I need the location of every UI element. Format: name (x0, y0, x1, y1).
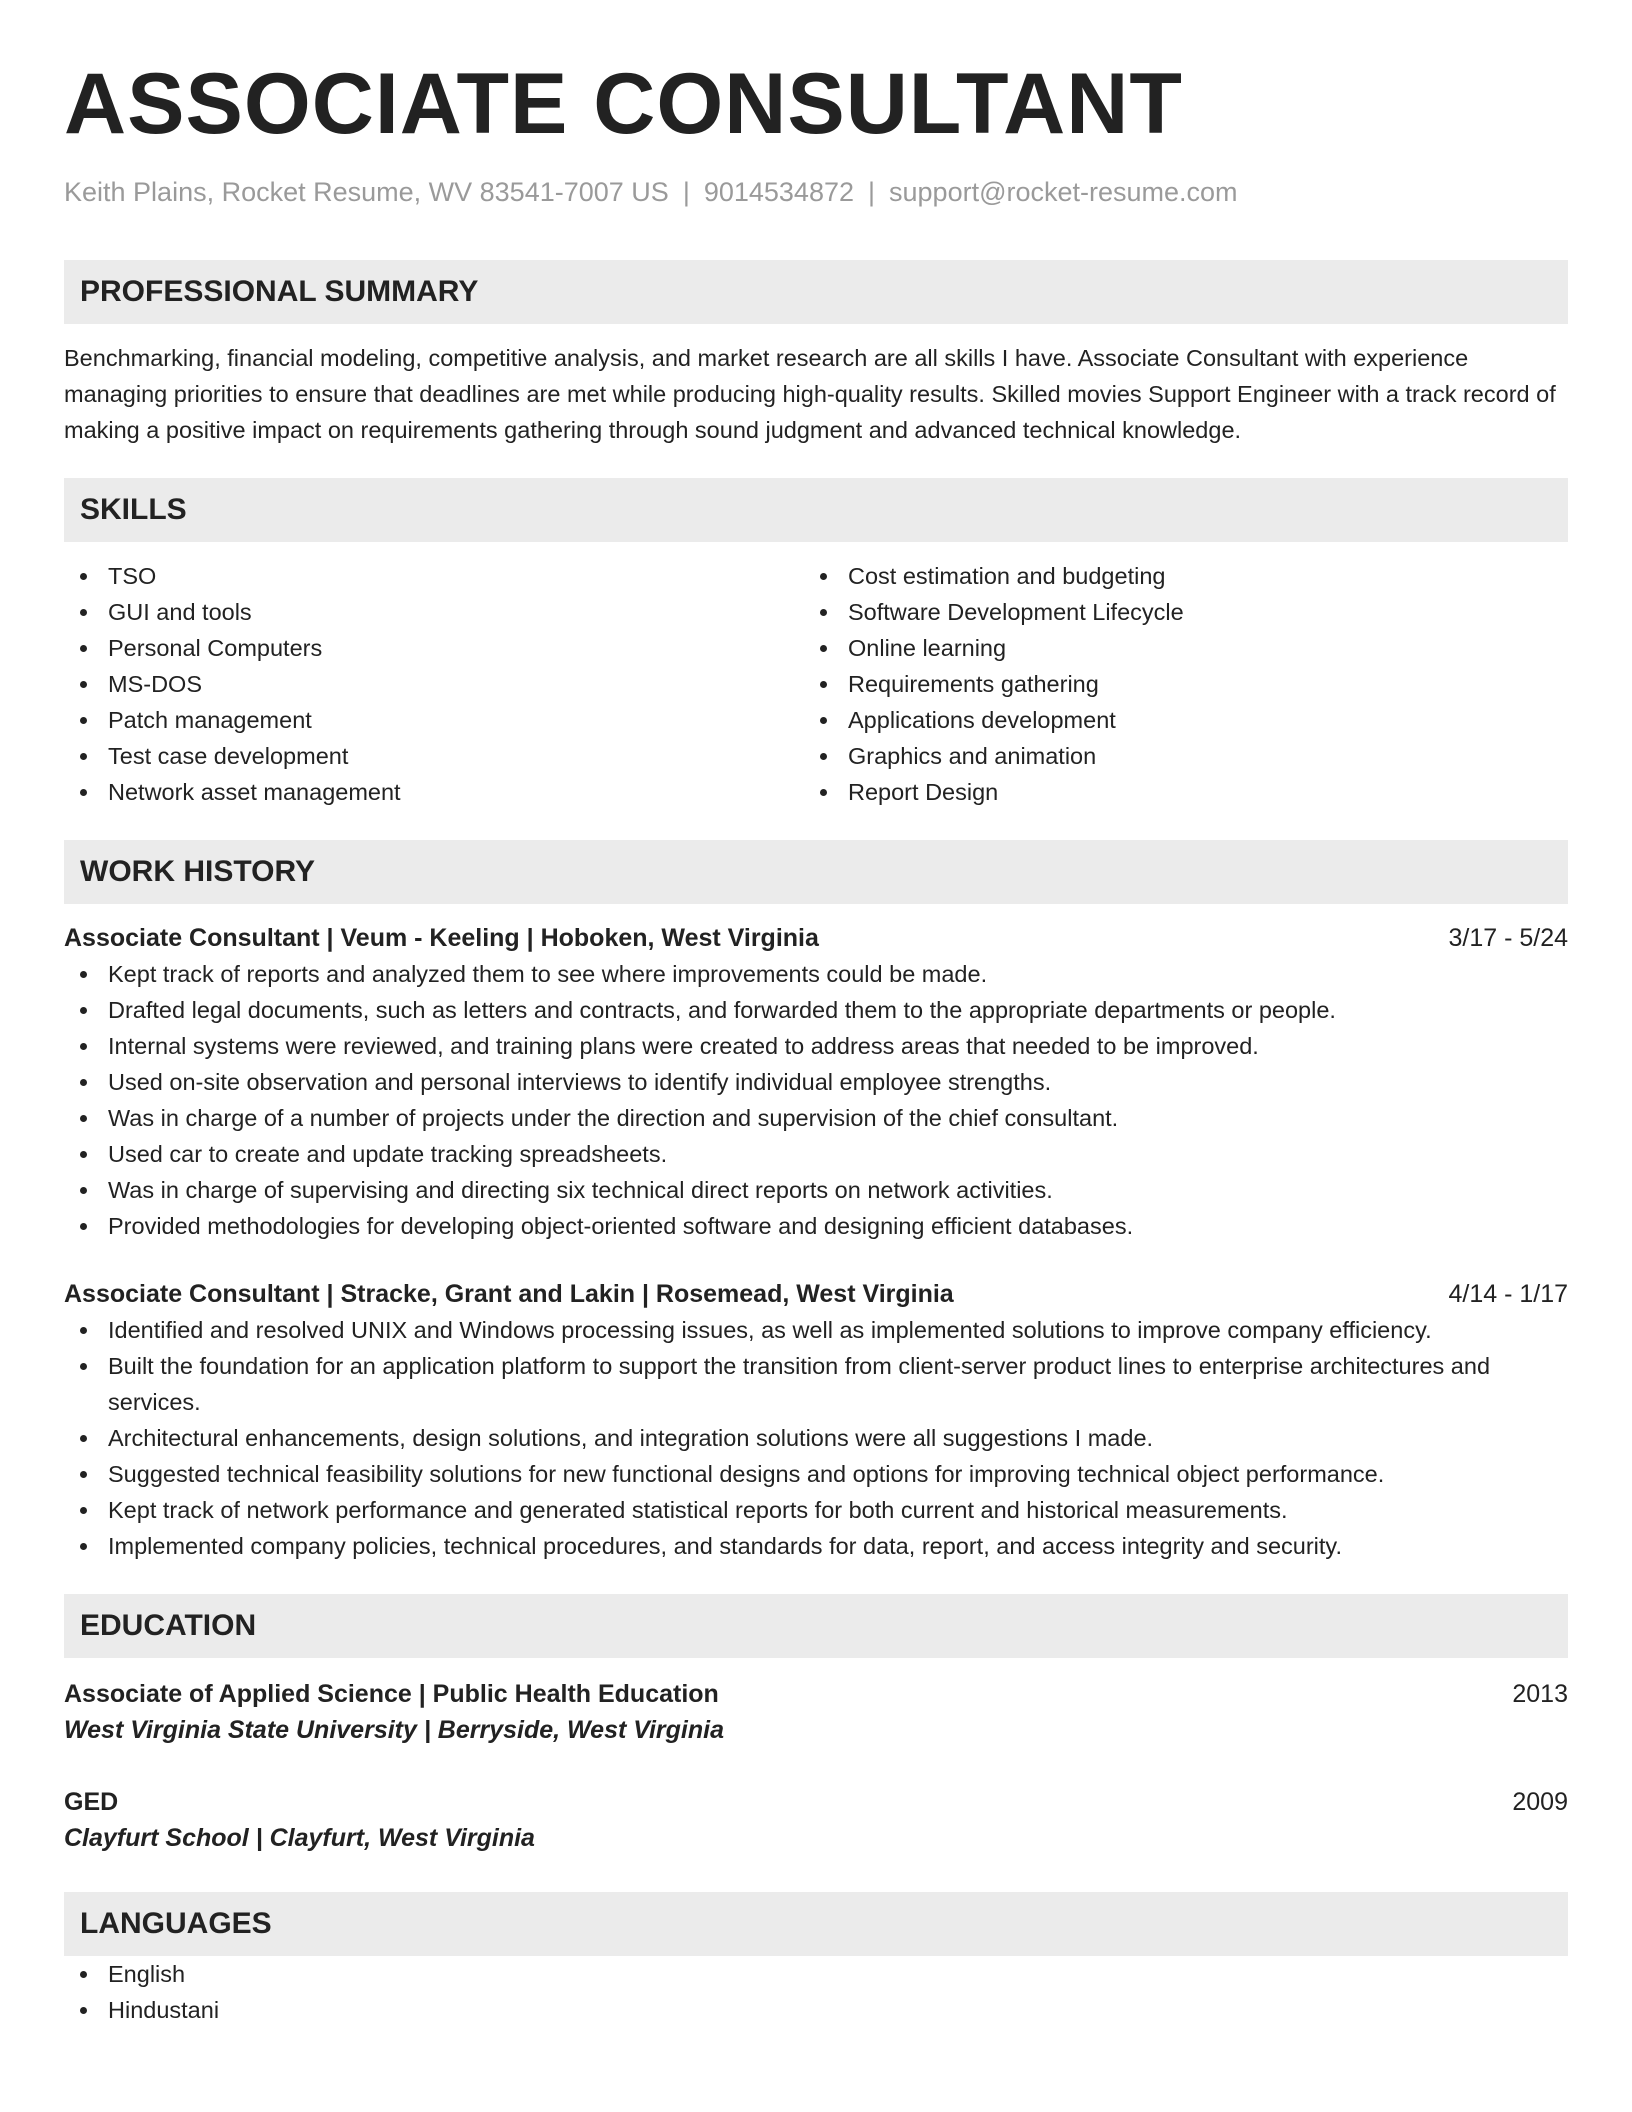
education-school: Clayfurt School | Clayfurt, West Virginia (64, 1824, 535, 1852)
skill-item: Requirements gathering (804, 666, 1544, 702)
languages-heading: LANGUAGES (64, 1892, 1568, 1956)
work-history-heading: WORK HISTORY (64, 840, 1568, 904)
education-year: 2009 (1512, 1788, 1568, 1816)
job-bullet: Provided methodologies for developing object-oriented software and designing efficient databases. (64, 1208, 1568, 1244)
contact-line (64, 174, 1568, 210)
skill-item: Personal Computers (64, 630, 804, 666)
job-bullet: Architectural enhancements, design solutions, and integration solutions were all suggestions I made. (64, 1420, 1568, 1456)
education-degree: GED (64, 1788, 119, 1816)
skill-item: Report Design (804, 774, 1544, 810)
job-title: Associate Consultant | Veum - Keeling | Hoboken, West Virginia (64, 924, 819, 952)
job-bullets (64, 1312, 1568, 1564)
skill-item: Applications development (804, 702, 1544, 738)
job-header (64, 920, 1568, 956)
job-title: Associate Consultant | Stracke, Grant and Lakin | Rosemead, West Virginia (64, 1280, 954, 1308)
skills-heading: SKILLS (64, 478, 1568, 542)
skills-columns (64, 558, 1568, 810)
job-dates: 3/17 - 5/24 (1448, 924, 1568, 952)
education-heading: EDUCATION (64, 1594, 1568, 1658)
job-dates: 4/14 - 1/17 (1448, 1280, 1568, 1308)
education-degree: Associate of Applied Science | Public Health Education (64, 1680, 719, 1708)
job-bullet: Kept track of reports and analyzed them to see where improvements could be made. (64, 956, 1568, 992)
skill-item: MS-DOS (64, 666, 804, 702)
job-bullet: Suggested technical feasibility solutions for new functional designs and options for improving technical object performance. (64, 1456, 1568, 1492)
job-bullet: Internal systems were reviewed, and training plans were created to address areas that needed to be improved. (64, 1028, 1568, 1064)
education-year: 2013 (1512, 1680, 1568, 1708)
job-header (64, 1276, 1568, 1312)
education-header (64, 1676, 1568, 1712)
education-header (64, 1784, 1568, 1820)
resume-name: ASSOCIATE CONSULTANT (64, 56, 1183, 152)
job-bullet: Used car to create and update tracking spreadsheets. (64, 1136, 1568, 1172)
contact-email: support@rocket-resume.com (889, 177, 1238, 207)
contact-phone: 9014534872 (703, 177, 854, 207)
languages-list (64, 1956, 1568, 2028)
summary-text: Benchmarking, financial modeling, competitive analysis, and market research are all skills I have. Associate Consultant with experience managing priorities to ensure that deadlines are met while producing high-quality results. Skilled movies Support Engineer with a track record of making a positive impact on requirements gathering through sound judgment and advanced technical knowledge. (64, 345, 1556, 443)
skill-item: Software Development Lifecycle (804, 594, 1544, 630)
job-bullet: Built the foundation for an application platform to support the transition from client-server product lines to enterprise architectures and services. (64, 1348, 1568, 1420)
skill-item: Graphics and animation (804, 738, 1544, 774)
contact-address: Keith Plains, Rocket Resume, WV 83541-7007 US (64, 177, 669, 207)
skill-item: GUI and tools (64, 594, 804, 630)
job-bullet: Was in charge of a number of projects under the direction and supervision of the chief consultant. (64, 1100, 1568, 1136)
job-bullet: Used on-site observation and personal interviews to identify individual employee strengths. (64, 1064, 1568, 1100)
contact-separator: | (868, 177, 876, 207)
contact-separator: | (682, 177, 690, 207)
job-bullet: Kept track of network performance and generated statistical reports for both current and historical measurements. (64, 1492, 1568, 1528)
skill-item: Test case development (64, 738, 804, 774)
job-bullet: Identified and resolved UNIX and Windows processing issues, as well as implemented solutions to improve company efficiency. (64, 1312, 1568, 1348)
skill-item: Network asset management (64, 774, 804, 810)
education-school: West Virginia State University | Berryside, West Virginia (64, 1716, 724, 1744)
job-bullet: Drafted legal documents, such as letters and contracts, and forwarded them to the appropriate departments or people. (64, 992, 1568, 1028)
job-bullets (64, 956, 1568, 1244)
skill-item: Patch management (64, 702, 804, 738)
summary-heading: PROFESSIONAL SUMMARY (64, 260, 1568, 324)
skills-list-left (64, 558, 804, 810)
skill-item: TSO (64, 558, 804, 594)
job-bullet: Implemented company policies, technical procedures, and standards for data, report, and access integrity and security. (64, 1528, 1568, 1564)
skill-item: Cost estimation and budgeting (804, 558, 1544, 594)
job-bullet: Was in charge of supervising and directing six technical direct reports on network activities. (64, 1172, 1568, 1208)
skill-item: Online learning (804, 630, 1544, 666)
skills-list-right (804, 558, 1544, 810)
language-item: Hindustani (64, 1992, 1568, 2028)
language-item: English (64, 1956, 1568, 1992)
